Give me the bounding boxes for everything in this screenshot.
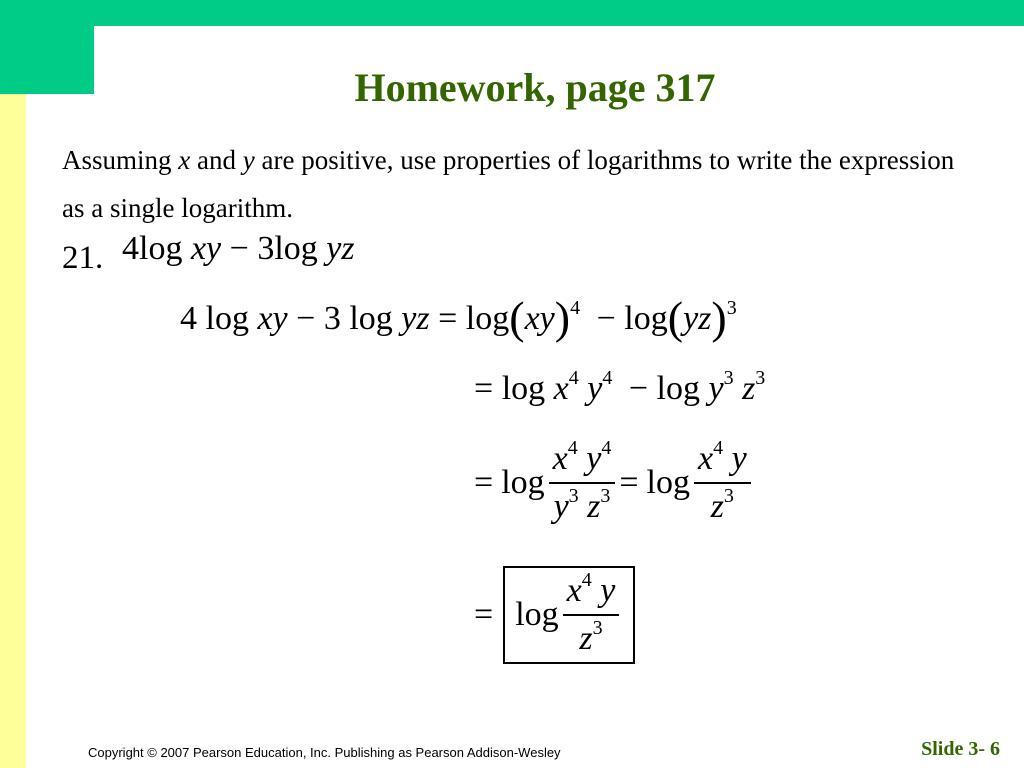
top-accent-bar — [0, 0, 1024, 26]
solution-step-1: 4 log xy − 3 log yz = log(xy)$^4$ − log(yz)$^3$ — [180, 292, 737, 343]
slide-number: Slide 3- 6 — [921, 738, 1000, 760]
problem-number: 21. — [62, 240, 104, 276]
problem-instructions: Assuming x and y are positive, use properties of logarithms to write the expression as a single logarithm. — [62, 145, 955, 223]
fraction: $\frac{x^4 y^4}{y^3 z^3}$ — [549, 440, 616, 526]
problem-expression: 4log xy − 3log yz — [122, 230, 355, 267]
solution-step-3: = log $\frac{x^4 y^4}{y^3 z^3}$ = log $\frac{x^4 y}{z^3}$ — [474, 440, 755, 526]
slide-title: Homework, page 317 — [354, 65, 716, 110]
answer-box: log $\frac{x^4 y}{z^3}$ — [503, 566, 635, 664]
solution-step-2: = $\log x^4$ $y^4 - \log y^3$ $z^3$ — [474, 367, 766, 407]
solution-final-answer: = log $\frac{x^4 y}{z^3}$ — [474, 566, 635, 664]
copyright-footer: Copyright © 2007 Pearson Education, Inc. Publishing as Pearson Addison-Wesley — [88, 745, 561, 760]
fraction: $\frac{x^4 y}{z^3}$ — [694, 440, 751, 526]
fraction: $\frac{x^4 y}{z^3}$ — [563, 572, 620, 658]
side-accent-bar — [0, 94, 26, 768]
